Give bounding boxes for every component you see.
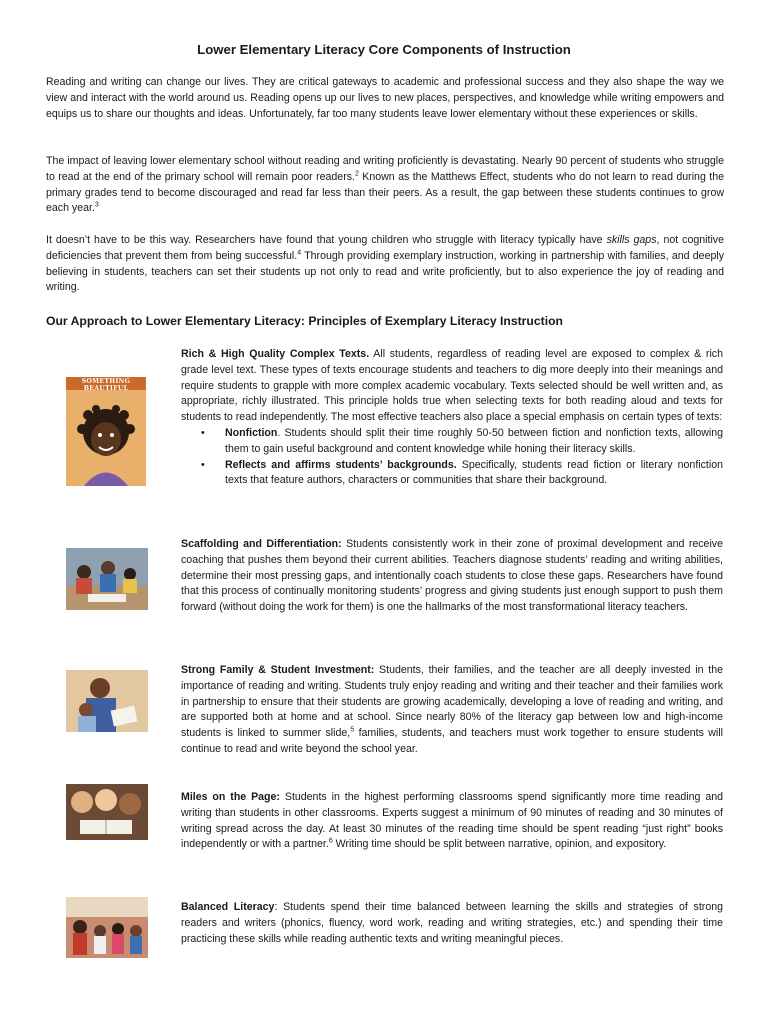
footnote-marker-2: 2	[354, 170, 359, 178]
intro-paragraph-2-text-a: The impact of leaving lower elementary school without reading and writing proficiently is devastating. Nearly 90 percent of students who struggle to read at the end of the primary school will remain poor readers.	[46, 155, 724, 183]
approach-heading: Our Approach to Lower Elementary Literacy: Principles of Exemplary Literacy Instruction	[46, 314, 563, 328]
book-cover-title: SOMETHING BEAUTIFUL	[81, 378, 131, 392]
section-family-investment-body-b: families, students, and teachers must work together to ensure students will continue to read and write beyond the school year.	[181, 727, 723, 755]
list-item-heading: Reflects and affirms students’ backgrounds.	[225, 458, 457, 471]
classroom-photo	[66, 548, 148, 610]
list-item-body: . Students should split their time roughly 50-50 between fiction and nonfiction texts, allowing them to gain useful background and content knowledge while honing their literacy skills.	[225, 426, 723, 455]
skills-gaps-emphasis: skills gaps	[606, 234, 657, 246]
bullet-point: •	[201, 458, 205, 471]
intro-paragraph-3-text-b: , not cognitive deficiencies that prevent them from being successful.	[46, 234, 724, 262]
class-group-photo	[66, 897, 148, 958]
footnote-marker-6: 6	[328, 837, 333, 845]
section-scaffolding-heading: Scaffolding and Differentiation:	[181, 538, 342, 550]
bullet-point: •	[201, 426, 205, 439]
book-cover-image	[66, 377, 146, 486]
section-scaffolding-body: Students consistently work in their zone of proximal development and receive coaching that pushes them beyond their current abilities. Teachers diagnose students’ reading and writing abilities, determine their most pressing gaps, and intentionally coach students to close these gaps. Researchers have found that this process of continually monitoring students’ progress and giving students just enough support to push them forward (without doing the work for them) is one the hallmarks of the most transformational literacy teachers.	[181, 538, 723, 614]
section-complex-texts-heading: Rich & High Quality Complex Texts.	[181, 348, 370, 360]
class-group-illustration	[66, 897, 148, 958]
footnote-marker-3: 3	[94, 201, 99, 209]
intro-paragraph-1-text: Reading and writing can change our lives. They are critical gateways to academic and professional success and they also shape the way we view and interact with the world around us. Reading opens up our lives to new places, perspectives, and knowledge while writing empowers and equips us to share our thoughts and ideas. Unfortunately, far too many students leave lower elementary without these experiences or skills.	[46, 76, 724, 120]
girl-illustration	[66, 377, 146, 486]
family-reading-photo	[66, 670, 148, 732]
section-complex-texts	[181, 347, 723, 489]
section-miles-on-page-body-b: Writing time should be split between narrative, opinion, and expository.	[332, 838, 667, 851]
section-balanced-literacy-heading: Balanced Literacy	[181, 901, 275, 913]
text-types-list	[181, 426, 723, 489]
intro-paragraph-1	[46, 75, 724, 122]
section-balanced-literacy	[181, 900, 723, 947]
intro-paragraph-3-text-c: Through providing exemplary instruction, working in partnership with families, and deeply believing in students, teachers can set their students up not only to read and write proficiently, but to also experience the joy of reading and writing.	[46, 249, 725, 294]
family-reading-illustration	[66, 670, 148, 732]
section-miles-on-page-body-a: Students in the highest performing classrooms spend significantly more time reading and writing than students in other classrooms. Experts suggest a minimum of 90 minutes of reading and 30 minutes of writing spread across the day. At least 30 minutes of the reading time should be spent reading “just right” books independently or with a partner.	[181, 791, 723, 851]
intro-paragraph-3-text-a: It doesn’t have to be this way. Researchers have found that young children who struggle with literacy typically have	[46, 234, 607, 246]
section-miles-on-page	[181, 790, 723, 853]
intro-paragraph-3	[46, 233, 724, 296]
intro-paragraph-2	[46, 154, 724, 217]
section-family-investment-body-a: Students, their families, and the teacher are all deeply invested in the importance of reading and writing. Students truly enjoy reading and writing and their teacher and their families work in partnership to ensure that their students are growing academically, developing a love of reading and writing, and are supported both at home and at school. Since nearly 80% of the literacy gap between low and high-income students is linked to summer slide,	[181, 664, 723, 740]
section-miles-on-page-heading: Miles on the Page:	[181, 791, 280, 803]
section-family-investment	[181, 663, 723, 758]
footnote-marker-4: 4	[297, 249, 302, 257]
section-balanced-literacy-body: : Students spend their time balanced between learning the skills and strategies of strong readers and writers (phonics, fluency, word work, reading and writing strategies, etc.) and spending their time practicing these skills while reading authentic texts and writing meaningful pieces.	[181, 901, 723, 945]
section-family-investment-heading: Strong Family & Student Investment:	[181, 664, 375, 676]
intro-paragraph-2-text-b: Known as the Matthews Effect, students who do not learn to read during the primary grades tend to become discouraged and read far less than their peers. As a result, the gap between these students continues to grow each year.	[46, 170, 724, 215]
section-scaffolding	[181, 537, 723, 616]
children-reading-photo	[66, 784, 148, 840]
classroom-illustration	[66, 548, 148, 610]
list-item	[195, 426, 723, 458]
children-reading-illustration	[66, 784, 148, 840]
list-item-body: Specifically, students read fiction or literary nonfiction texts that feature authors, characters or communities that share their background.	[225, 458, 723, 487]
section-complex-texts-body: All students, regardless of reading level are exposed to complex & rich grade level text. These types of texts encourage students and teachers to dig more deeply into their meanings and require students to grapple with more complex academic vocabulary. Texts selected should be well written and, as appropriate, richly illustrated. This principle holds true when selecting texts for both reading aloud and texts for students to read independently. The most effective teachers also place a special emphasis on certain types of texts:	[181, 348, 723, 424]
list-item	[195, 458, 723, 490]
footnote-marker-5: 5	[350, 726, 355, 734]
list-item-heading: Nonfiction	[225, 426, 278, 439]
document-title: Lower Elementary Literacy Core Components of Instruction	[197, 42, 571, 57]
